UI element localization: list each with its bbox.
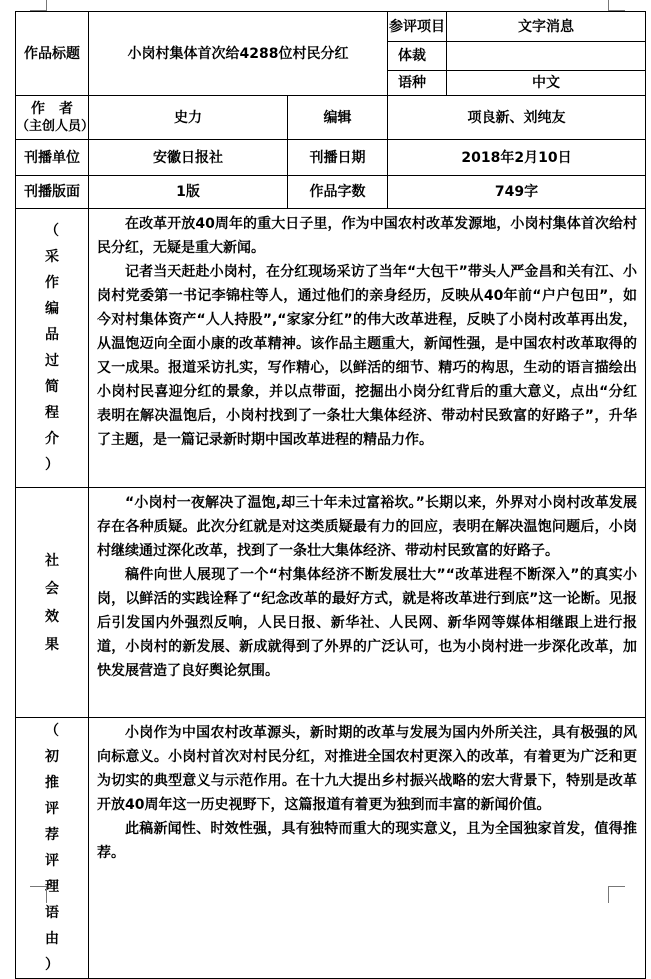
page-label: 刊播版面: [16, 176, 89, 209]
recommend-label-text: [41, 718, 63, 978]
recommend-label-char: 评理: [45, 853, 59, 895]
crop-mark-top-right: [608, 0, 625, 11]
category-value: 文字消息: [447, 12, 646, 42]
author-value: 史力: [89, 96, 288, 140]
recommend-label-char: 评荐: [45, 801, 59, 843]
process-paragraph: 记者当天赶赴小岗村，在分红现场采访了当年“大包干”带头人严金昌和关有江、小岗村党委第一书记李锦柱等人，通过他们的亲身经历，反映从40年前“户户包田”，如今对村集体资产“人人持股”,“家家分红”的伟大改革进程，反映了小岗村改革再出发，从温饱迈向全面小康的改革精神。该作品主题重大，新闻性强，是中国农村改革取得的又一成果。报道采访扎实，写作精心，以鲜活的细节、精巧的构思，生动的语言描绘出小岗村民喜迎分红的景象，并以点带面，挖掘出小岗分红背后的重大意义，点出“分红表明在解决温饱后，小岗村找到了一条壮大集体经济、带动村民致富的好路子”，升华了主题，是一篇记录新时期中国改革进程的精品力作。: [97, 264, 638, 448]
category-label: 参评项目: [388, 12, 447, 42]
words-label: 作品字数: [288, 176, 388, 209]
crop-mark-top-left: [30, 0, 47, 11]
effect-paragraph: “小岗村一夜解决了温饱,却三十年未过富裕坎。”长期以来，外界对小岗村改革发展存在各种质疑。此次分红就是对这类质疑最有力的回应，表明在解决温饱问题后，小岗村继续通过深化改革，找到了一条壮大集体经济、带动村民致富的好路子。: [97, 495, 638, 559]
title-value: 小岗村集体首次给4288位村民分红: [89, 12, 388, 96]
effect-label-char: 社: [45, 552, 59, 569]
effect-body: [89, 488, 646, 718]
recommend-label-char: ）: [45, 957, 59, 973]
unit-value: 安徽日报社: [89, 140, 288, 176]
process-label-char: 过简: [45, 353, 59, 395]
author-label-line1: 作 者: [31, 100, 73, 117]
recommend-body: [89, 718, 646, 979]
date-value: 2018年2月10日: [388, 140, 646, 176]
crop-mark-bottom-right: [608, 886, 625, 903]
recommend-label-char: （: [45, 723, 59, 739]
effect-label-text: [41, 547, 63, 659]
process-label-char: 编品: [45, 301, 59, 343]
process-label-char: ）: [45, 457, 59, 473]
page-value: 1版: [89, 176, 288, 209]
effect-label-char: 会: [45, 580, 59, 597]
date-label: 刊播日期: [288, 140, 388, 176]
editor-value: 项良新、刘纯友: [388, 96, 646, 140]
recommend-label-char: 初推: [45, 749, 59, 791]
unit-label: 刊播单位: [16, 140, 89, 176]
author-label-line2: （主创人员）: [16, 118, 95, 134]
effect-label: [16, 488, 89, 718]
editor-label: 编辑: [288, 96, 388, 140]
process-label-text: [41, 218, 63, 478]
crop-mark-bottom-left: [30, 886, 47, 903]
effect-paragraph: 稿件向世人展现了一个“村集体经济不断发展壮大”“改革进程不断深入”的真实小岗，以鲜活的实践诠释了“纪念改革的最好方式，就是将改革进行到底”这一论断。见报后引发国内外强烈反响，人民日报、新华社、人民网、新华网等媒体相继跟上进行报道，小岗村的新发展、新成就得到了外界的广泛认可，也为小岗村进一步深化改革，加快发展营造了良好舆论氛围。: [97, 567, 638, 679]
effect-label-char: 效: [45, 608, 59, 625]
process-label-char: 采作: [45, 249, 59, 291]
recommend-paragraph: 此稿新闻性、时效性强，具有独特而重大的现实意义，且为全国独家首发，值得推荐。: [97, 821, 638, 861]
process-body: [89, 209, 646, 488]
title-label: 作品标题: [16, 12, 89, 96]
language-label: 语种: [388, 71, 447, 96]
process-label: [16, 209, 89, 488]
genre-label: 体裁: [388, 42, 447, 71]
entry-table: [15, 11, 646, 979]
process-label-char: （: [45, 223, 59, 239]
effect-label-char: 果: [45, 636, 59, 653]
recommend-label-char: 语由: [45, 905, 59, 947]
language-value: 中文: [447, 71, 646, 96]
recommend-paragraph: 小岗作为中国农村改革源头，新时期的改革与发展为国内外所关注，具有极强的风向标意义。小岗村首次对村民分红，对推进全国农村更深入的改革，有着更为广泛和更为切实的典型意义与示范作用。在十九大提出乡村振兴战略的宏大背景下，特别是改革开放40周年这一历史视野下，这篇报道有着更为独到而丰富的新闻价值。: [97, 725, 638, 813]
process-label-char: 程介: [45, 405, 59, 447]
recommend-label: [16, 718, 89, 979]
process-paragraph: 在改革开放40周年的重大日子里，作为中国农村改革发源地，小岗村集体首次给村民分红，无疑是重大新闻。: [97, 216, 638, 256]
genre-value: [447, 42, 646, 71]
words-value: 749字: [388, 176, 646, 209]
author-label: [16, 96, 95, 140]
